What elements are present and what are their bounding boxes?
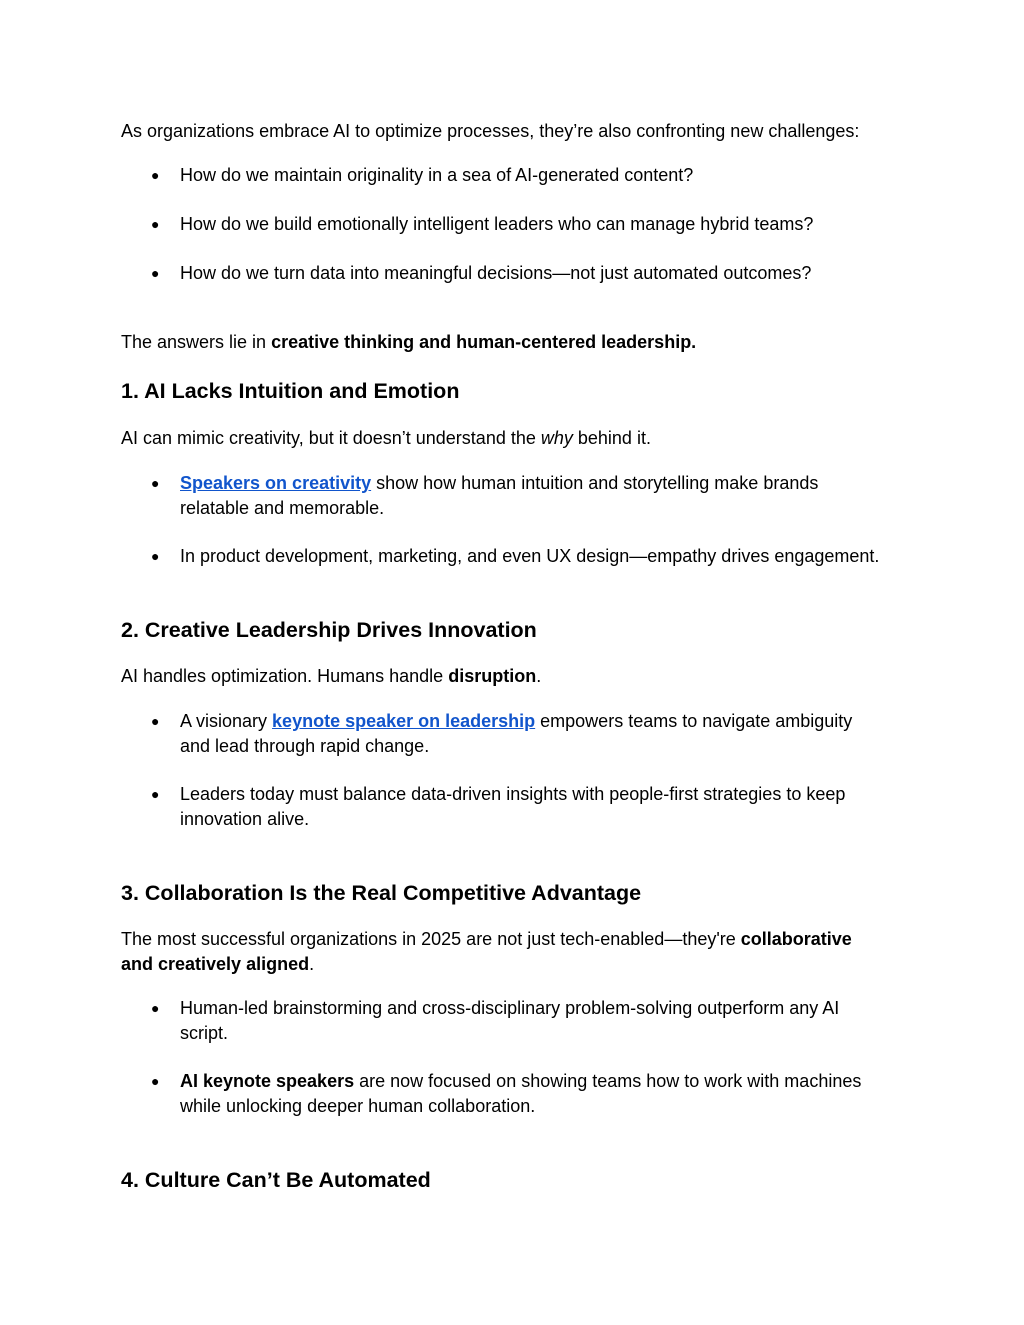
paragraph-text: AI handles optimization. Humans handle: [121, 666, 449, 686]
list-item-rest: empowers teams to navigate ambiguity and lead through rapid change.: [180, 711, 853, 756]
paragraph-text: .: [309, 953, 315, 974]
list-item-rest: show how human intuition and storytelling make brands relatable and memorable.: [180, 473, 819, 518]
section-heading: 3. Collaboration Is the Real Competitive Advantage: [121, 881, 642, 905]
paragraph-text: behind it.: [572, 428, 651, 448]
paragraph-text: .: [536, 666, 542, 686]
answers-bold: creative thinking and human-centered leadership.: [271, 332, 697, 352]
list-item-text: Leaders today must balance data-driven insights with people-first strategies to keep innovation alive.: [180, 784, 846, 829]
section-paragraph: [121, 664, 911, 689]
bullet-icon: ●: [151, 786, 160, 802]
bullet-icon: ●: [151, 475, 160, 491]
bullet-icon: ●: [151, 1000, 160, 1016]
paragraph-text: The most successful organizations in 2025 are not just tech-enabled—they're: [121, 929, 741, 949]
list-item-rest: are now focused on showing teams how to work with machines while unlocking deeper human collaboration.: [180, 1071, 862, 1116]
answers-lead: The answers lie in: [121, 332, 272, 352]
intro-paragraph: As organizations embrace AI to optimize processes, they’re also confronting new challenges:: [121, 121, 860, 141]
list-item-text: [180, 709, 880, 758]
bullet-icon: ●: [151, 216, 160, 232]
bullet-icon: ●: [151, 713, 160, 729]
bold-text: AI keynote speakers: [180, 1071, 355, 1091]
bullet-icon: ●: [151, 265, 160, 281]
list-item-text: In product development, marketing, and even UX design—empathy drives engagement.: [180, 546, 880, 566]
list-item-text: [180, 1069, 890, 1118]
section-heading: 4. Culture Can’t Be Automated: [121, 1168, 431, 1192]
list-item-lead: A visionary: [180, 711, 273, 731]
section-paragraph: [121, 927, 881, 976]
section-paragraph: [121, 426, 911, 451]
list-item-text: [180, 471, 850, 520]
section-heading: 2. Creative Leadership Drives Innovation: [121, 618, 537, 642]
bullet-icon: ●: [151, 548, 160, 564]
bullet-icon: ●: [151, 1073, 160, 1089]
emphasis-text: why: [540, 428, 573, 448]
list-item-text: Human-led brainstorming and cross-disciplinary problem-solving outperform any AI script.: [180, 998, 840, 1043]
bold-text: collaborative and creatively aligned: [121, 929, 852, 974]
challenge-text: How do we build emotionally intelligent leaders who can manage hybrid teams?: [180, 214, 814, 234]
speakers-on-creativity-link[interactable]: Speakers on creativity: [180, 473, 372, 493]
challenge-text: How do we turn data into meaningful decisions—not just automated outcomes?: [180, 263, 812, 283]
bold-text: disruption: [448, 666, 537, 686]
keynote-speaker-on-leadership-link[interactable]: keynote speaker on leadership: [272, 711, 536, 731]
section-heading: 1. AI Lacks Intuition and Emotion: [121, 379, 460, 403]
bullet-icon: ●: [151, 167, 160, 183]
answers-paragraph: [121, 330, 911, 355]
paragraph-text: AI can mimic creativity, but it doesn’t understand the: [121, 428, 541, 448]
challenge-text: How do we maintain originality in a sea of AI-generated content?: [180, 165, 694, 185]
